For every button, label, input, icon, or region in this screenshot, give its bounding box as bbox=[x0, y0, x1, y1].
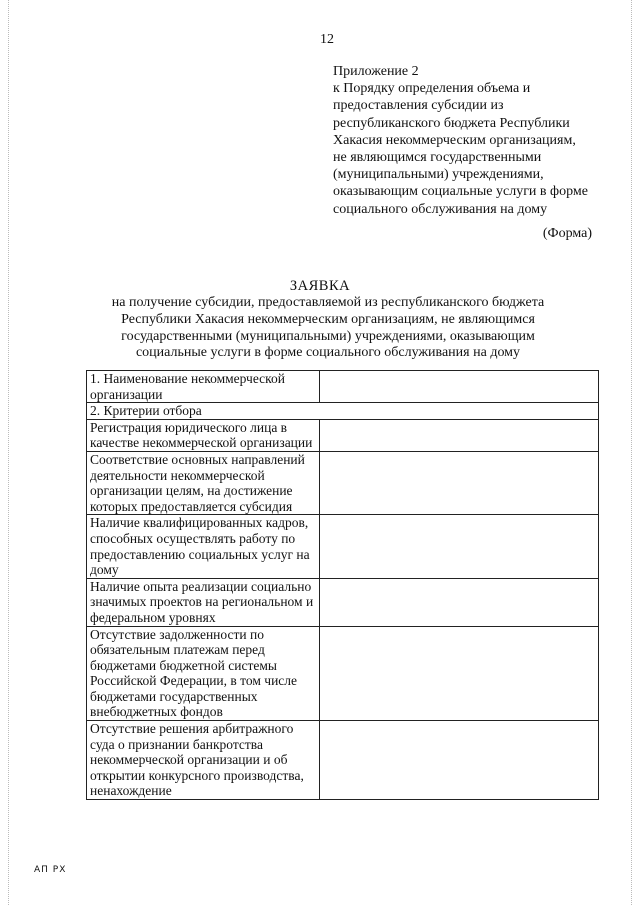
appendix-line: Приложение 2 bbox=[333, 64, 419, 79]
criterion-label: Наличие квалифицированных кадров, способных осуществлять работу по предоставлению социальных услуг на дому bbox=[87, 515, 320, 578]
appendix-line: социального обслуживания на дому bbox=[333, 201, 548, 217]
table-row bbox=[87, 721, 599, 800]
criterion-label: Наличие опыта реализации социально значимых проектов на региональном и федеральном уровнях bbox=[87, 578, 320, 626]
criterion-label: Отсутствие решения арбитражного суда о признании банкротства некоммерческой организации и об открытии конкурсного производства, ненахождение bbox=[87, 721, 320, 800]
table-row bbox=[87, 451, 599, 514]
criterion-value bbox=[320, 721, 599, 800]
criterion-label: Отсутствие задолженности по обязательным платежам перед бюджетами бюджетной системы Российской Федерации, в том числе бюджетами государственных внебюджетных фондов bbox=[87, 626, 320, 721]
criterion-label: Соответствие основных направлений деятельности некоммерческой организации целям, на достижение которых предоставляется субсидия bbox=[87, 451, 320, 514]
criterion-value bbox=[320, 419, 599, 451]
appendix-line: Хакасия некоммерческим организациям, bbox=[333, 132, 576, 148]
criterion-value bbox=[320, 515, 599, 578]
footer-mark: АП РХ bbox=[34, 865, 67, 875]
subtitle-line: государственными (муниципальными) учреждениями, оказывающим bbox=[121, 328, 535, 344]
appendix-line: (муниципальными) учреждениями, bbox=[333, 167, 544, 183]
table-row bbox=[87, 578, 599, 626]
application-table bbox=[86, 370, 599, 800]
table-row bbox=[87, 371, 599, 403]
right-margin-rule bbox=[631, 0, 633, 905]
subtitle-line: социальные услуги в форме социального обслуживания на дому bbox=[135, 345, 521, 361]
left-margin-rule bbox=[8, 0, 10, 905]
organization-name-label: 1. Наименование некоммерческой организации bbox=[87, 371, 320, 403]
appendix-line: оказывающим социальные услуги в форме bbox=[333, 184, 588, 200]
criterion-value bbox=[320, 578, 599, 626]
form-mark: (Форма) bbox=[542, 226, 592, 241]
criterion-label: Регистрация юридического лица в качестве некоммерческой организации bbox=[87, 419, 320, 451]
appendix-line: не являющимся государственными bbox=[333, 150, 542, 166]
organization-name-value bbox=[320, 371, 599, 403]
page-number: 12 bbox=[320, 32, 334, 47]
table-row bbox=[87, 403, 599, 420]
table-row bbox=[87, 626, 599, 721]
subtitle-line: на получение субсидии, предоставляемой из республиканского бюджета bbox=[111, 295, 545, 310]
criteria-heading: 2. Критерии отбора bbox=[87, 403, 599, 420]
criterion-value bbox=[320, 626, 599, 721]
document-title: ЗАЯВКА bbox=[289, 278, 351, 294]
document-subtitle bbox=[0, 295, 640, 362]
table-row bbox=[87, 515, 599, 578]
table-row bbox=[87, 419, 599, 451]
appendix-line: республиканского бюджета Республики bbox=[333, 115, 570, 131]
appendix-line: предоставления субсидии из bbox=[333, 98, 504, 114]
appendix-header bbox=[333, 63, 623, 218]
appendix-line: к Порядку определения объема и bbox=[333, 81, 531, 97]
criterion-value bbox=[320, 451, 599, 514]
subtitle-line: Республики Хакасия некоммерческим организациям, не являющимся bbox=[121, 311, 535, 327]
